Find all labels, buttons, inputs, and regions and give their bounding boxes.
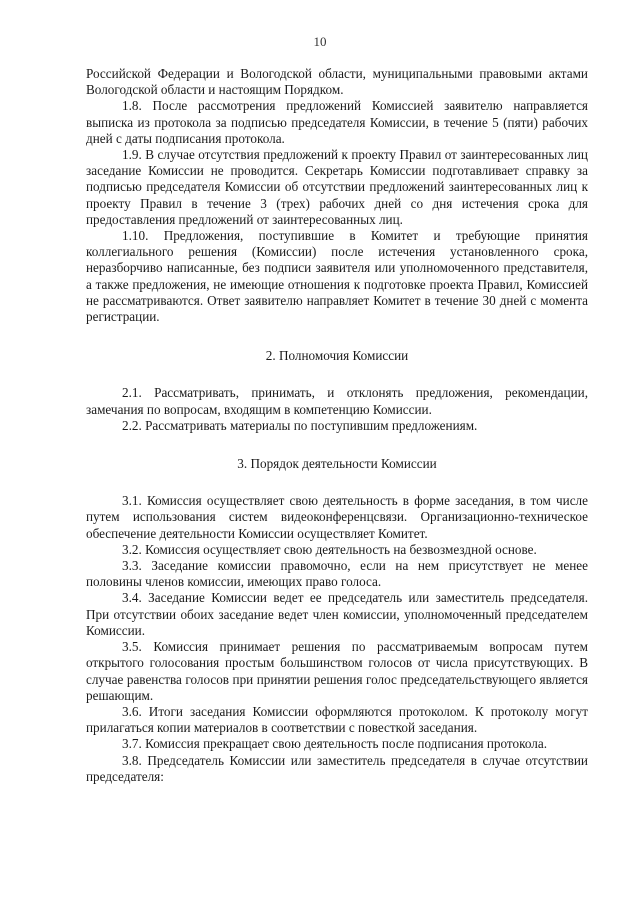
paragraph: 1.8. После рассмотрения предложений Комиссией заявителю направляется выписка из протокола за подписью председателя Комиссии, в течение 5 (пяти) рабочих дней с даты подписания протокола. (86, 98, 588, 146)
paragraph: 3.7. Комиссия прекращает свою деятельность после подписания протокола. (122, 736, 547, 752)
paragraph: 3.4. Заседание Комиссии ведет ее председатель или заместитель председателя. При отсутствии обоих заседание ведет член комиссии, уполномоченный председателем Комиссии. (86, 590, 588, 638)
paragraph: 3.3. Заседание комиссии правомочно, если на нем присутствует не менее половины членов комиссии, имеющих право голоса. (86, 558, 588, 590)
paragraph: 3.6. Итоги заседания Комиссии оформляются протоколом. К протоколу могут прилагаться копии материалов в соответствии с повесткой заседания. (86, 703, 588, 736)
paragraph: 2.2. Рассматривать материалы по поступившим предложениям. (122, 417, 478, 433)
paragraph: 1.9. В случае отсутствия предложений к проекту Правил от заинтересованных лиц заседание Комиссии не проводится. Секретарь Комиссии подготавливает справку за подписью председателя Комиссии об отсутствии предложений заинтересованных лиц к проекту Правил в течение 3 (трех) рабочих дней со дня истечения срока для предоставления предложений от заинтересованных лиц. (86, 147, 588, 227)
section-heading: 2. Полномочия Комиссии (265, 348, 409, 364)
page-number: 10 (313, 34, 327, 49)
paragraph: 3.8. Председатель Комиссии или заместитель председателя в случае отсутствии председателя: (86, 752, 588, 784)
paragraph: 3.5. Комиссия принимает решения по рассматриваемым вопросам путем открытого голосования простым большинством голосов от числа присутствующих. В случае равенства голосов при принятии решения голос председательствующего является решающим. (86, 639, 588, 703)
section-heading: 3. Порядок деятельности Комиссии (237, 456, 437, 472)
paragraph: 2.1. Рассматривать, принимать, и отклонять предложения, рекомендации, замечания по вопросам, входящим в компетенцию Комиссии. (86, 385, 588, 417)
paragraph: Российской Федерации и Вологодской области, муниципальными правовыми актами Вологодской области и настоящим Порядком. (86, 66, 588, 98)
paragraph: 1.10. Предложения, поступившие в Комитет и требующие принятия коллегиального решения (Комиссии) после истечения установленного срока, неразборчиво написанные, без подписи заявителя или уполномоченного представителя, а также предложения, не имеющие отношения к подготовке проекта Правил, Комиссией не рассматриваются. Ответ заявителю направляет Комитет в течение 30 дней с момента регистрации. (86, 228, 588, 325)
paragraph: 3.1. Комиссия осуществляет свою деятельность в форме заседания, в том числе путем использования систем видеоконференцсвязи. Организационно-техническое обеспечение деятельности Комиссии осуществляет Комитет. (86, 493, 588, 541)
paragraph: 3.2. Комиссия осуществляет свою деятельность на безвозмездной основе. (122, 541, 537, 557)
document-body (86, 66, 588, 785)
